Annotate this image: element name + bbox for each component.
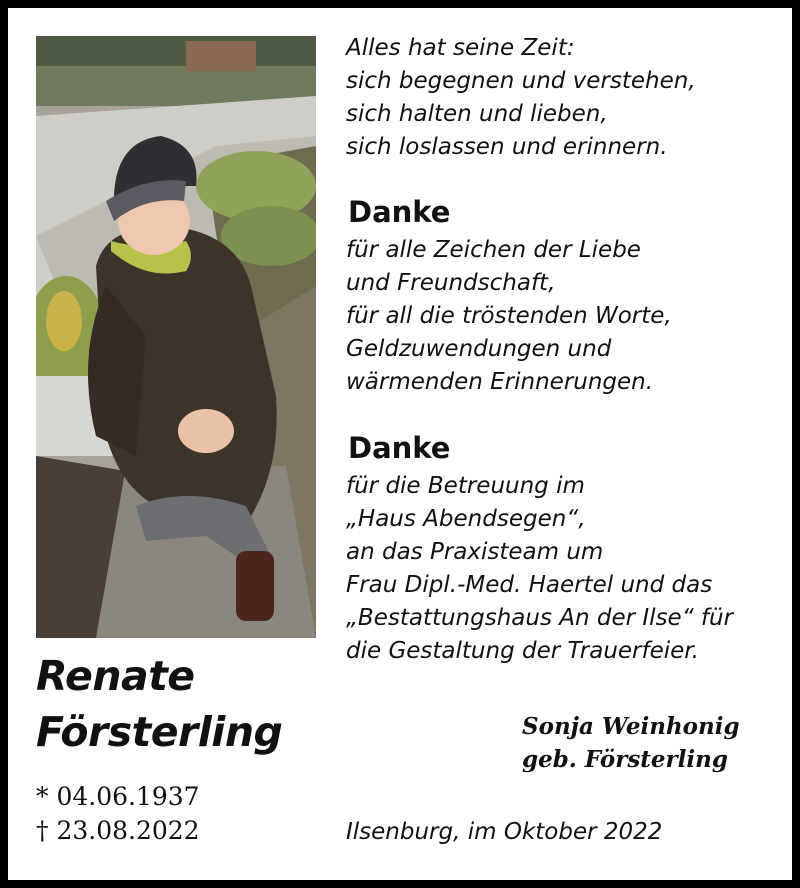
obituary-card (8, 8, 792, 880)
death-date: † 23.08.2022 (36, 816, 200, 845)
place-and-date: Ilsenburg, im Oktober 2022 (346, 819, 663, 845)
deceased-first-name: Renate (36, 652, 195, 700)
thanks-line: Frau Dipl.-Med. Haertel und das (346, 572, 713, 598)
thanks-heading-1: Danke (348, 195, 451, 229)
poem-line: sich halten und lieben, (346, 101, 608, 127)
deceased-name (36, 648, 336, 760)
thanks-text-2 (346, 470, 786, 668)
thanks-text-1 (346, 234, 786, 399)
portrait-photo-image (36, 36, 316, 638)
thanks-line: „Haus Abendsegen“, (346, 506, 586, 532)
signature-name: Sonja Weinhonig (522, 713, 740, 740)
thanks-line: und Freundschaft, (346, 270, 556, 296)
thanks-line: die Gestaltung der Trauerfeier. (346, 638, 699, 664)
poem-line: Alles hat seine Zeit: (346, 35, 575, 61)
thanks-line: an das Praxisteam um (346, 539, 604, 565)
thanks-line: für die Betreuung im (346, 473, 585, 499)
poem-line: sich loslassen und erinnern. (346, 134, 668, 160)
thanks-heading-2: Danke (348, 431, 451, 465)
deceased-last-name: Försterling (36, 708, 283, 756)
thanks-line: für all die tröstenden Worte, (346, 303, 672, 329)
portrait-photo (36, 36, 316, 638)
thanks-line: „Bestattungshaus An der Ilse“ für (346, 605, 734, 631)
poem-line: sich begegnen und verstehen, (346, 68, 696, 94)
thanks-line: wärmenden Erinnerungen. (346, 369, 654, 395)
thanks-line: Geldzuwendungen und (346, 336, 612, 362)
thanks-line: für alle Zeichen der Liebe (346, 237, 641, 263)
signature (522, 710, 782, 776)
signature-maiden-name: geb. Försterling (522, 746, 728, 773)
life-dates (36, 780, 336, 848)
poem (346, 32, 786, 164)
birth-date: * 04.06.1937 (36, 782, 200, 811)
